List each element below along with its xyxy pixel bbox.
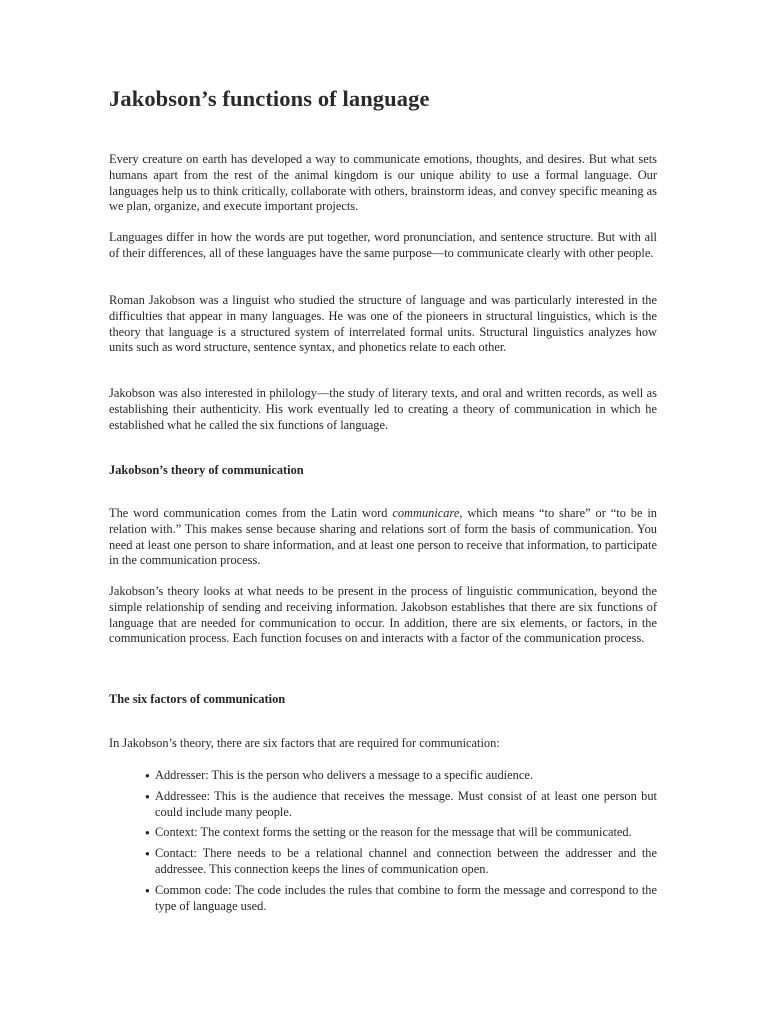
list-item-text: Addresser: This is the person who delivers a message to a specific audience. (155, 768, 533, 782)
paragraph-text: Jakobson was also interested in philology—the study of literary texts, and oral and written records, as well as establishing their authenticity. His work eventually led to creating a theory of communication in which he established what he called the six functions of language. (109, 386, 657, 432)
list-item-text: Contact: There needs to be a relational channel and connection between the addresser and the addressee. This connection keeps the lines of communication open. (155, 846, 657, 876)
paragraph-text: Jakobson’s theory looks at what needs to be present in the process of linguistic communication, beyond the simple relationship of sending and receiving information. Jakobson establishes that there are six functions of language that are needed for communication to occur. In addition, there are six elements, or factors, in the communication process. Each function focuses on and interacts with a factor of the communication process. (109, 584, 657, 646)
bullet-icon: ● (145, 771, 150, 780)
paragraph-text (109, 506, 657, 569)
theory-paragraph-1 (109, 506, 657, 569)
paragraph-text: Every creature on earth has developed a way to communicate emotions, thoughts, and desires. But what sets humans apart from the rest of the animal kingdom is our unique ability to use a formal language. Our languages help us to think critically, collaborate with others, brainstorm ideas, and convey specific meaning as we plan, organize, and execute important projects. (109, 152, 657, 214)
factors-list (109, 768, 657, 919)
paragraph-text: Languages differ in how the words are put together, word pronunciation, and sentence structure. But with all of their differences, all of these languages have the same purpose—to communicate clearly with other people. (109, 230, 657, 260)
intro-paragraph-3 (109, 293, 657, 356)
intro-paragraph-1 (109, 152, 657, 215)
intro-paragraph-4 (109, 386, 657, 433)
paragraph-text: In Jakobson’s theory, there are six factors that are required for communication: (109, 736, 500, 750)
bullet-list (109, 768, 657, 914)
text-run: The word communication comes from the Latin word (109, 506, 393, 520)
bullet-icon: ● (145, 791, 150, 801)
factors-intro (109, 736, 657, 752)
intro-paragraph-2 (109, 230, 657, 262)
list-item (109, 825, 657, 841)
list-item-text: Common code: The code includes the rules that combine to form the message and correspond to the type of language used. (155, 882, 657, 913)
theory-paragraph-2 (109, 584, 657, 647)
list-item (109, 883, 657, 915)
list-item (109, 846, 657, 878)
bullet-icon: ● (145, 849, 150, 859)
text-run: , which means “to share” or “to be in relation with.” This makes sense because sharing and relations sort of form the basis of communication. You need at least one person to share information, and at least one person to receive that information, to participate in the communication process. (109, 506, 657, 568)
bullet-icon: ● (145, 828, 150, 838)
page-title: Jakobson’s functions of language (109, 86, 430, 111)
paragraph-text: Roman Jakobson was a linguist who studied the structure of language and was particularly interested in the difficulties that appear in many languages. He was one of the pioneers in structural linguistics, which is the theory that language is a structured system of interrelated formal units. Structural linguistics analyzes how units such as word structure, sentence syntax, and phonetics relate to each other. (109, 293, 657, 355)
section-heading-factors (109, 692, 657, 707)
list-item (109, 768, 657, 784)
bullet-icon: ● (145, 885, 150, 895)
list-item-text: Context: The context forms the setting or the reason for the message that will be communicated. (155, 825, 632, 840)
section-heading-theory (109, 463, 657, 478)
list-item-text: Addressee: This is the audience that receives the message. Must consist of at least one person but could include many people. (155, 788, 657, 819)
list-item (109, 789, 657, 821)
section-heading: Jakobson’s theory of communication (109, 463, 304, 477)
section-heading: The six factors of communication (109, 692, 286, 706)
latin-term: communicare (392, 506, 460, 520)
